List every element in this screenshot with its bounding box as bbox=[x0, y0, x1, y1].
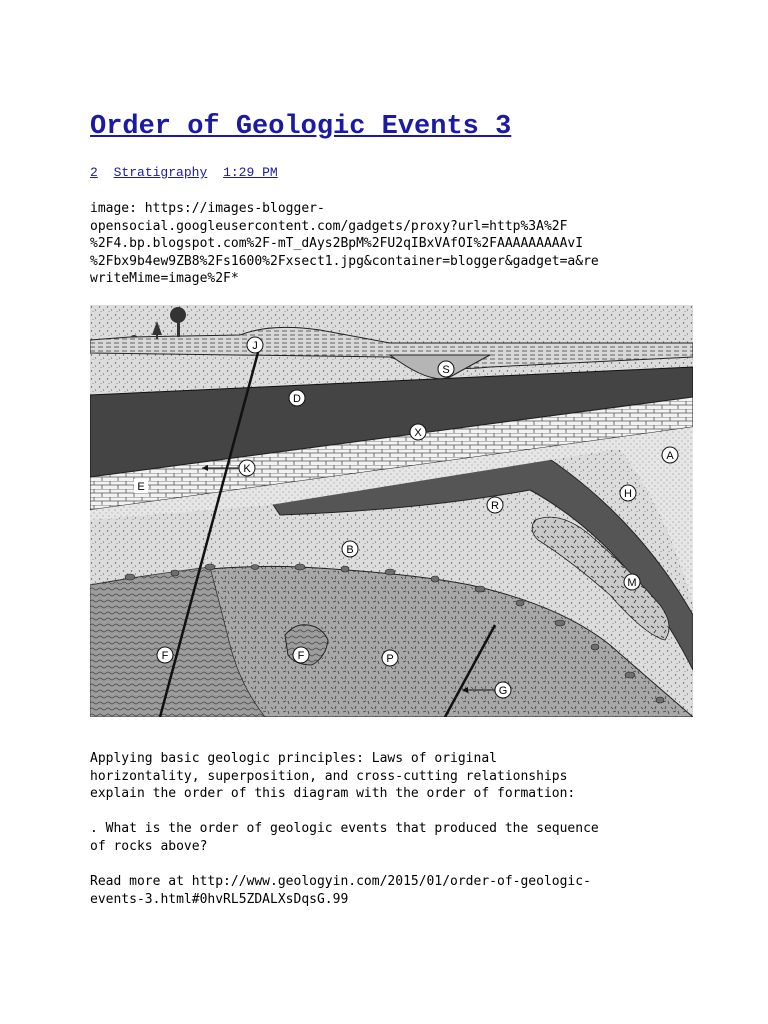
label-a bbox=[662, 447, 678, 463]
post-title[interactable]: Order of Geologic Events 3 bbox=[90, 112, 512, 142]
label-f-xenolith bbox=[293, 647, 309, 663]
svg-text:G: G bbox=[498, 685, 508, 697]
label-x bbox=[410, 424, 426, 440]
label-f-left bbox=[157, 647, 173, 663]
svg-text:D: D bbox=[293, 393, 301, 405]
label-e bbox=[134, 479, 148, 493]
label-h bbox=[620, 485, 636, 501]
paragraph-principles: Applying basic geologic principles: Laws of original horizontality, superposition, and cross-cutting relationships explain the order of this diagram with the order of formation: bbox=[90, 751, 576, 801]
label-s bbox=[438, 361, 454, 377]
svg-text:K: K bbox=[243, 463, 251, 475]
svg-text:J: J bbox=[252, 340, 258, 352]
paragraph-read-more: Read more at http://www.geologyin.com/2015/01/order-of-geologic- events-3.html#0hvRL5ZDALXsDqsG.99 bbox=[90, 874, 591, 907]
label-k bbox=[239, 460, 255, 476]
svg-text:H: H bbox=[624, 488, 632, 500]
image-caption: image: https://images-blogger- opensocial.googleusercontent.com/gadgets/proxy?url=http%3A%2F %2F4.bp.blogspot.com%2F-mT_dAys2BpM%2FU2qIBxVAfOI%2FAAAAAAAAAvI %2Fbx9b4ew9ZB8%2Fs1600%2Fxsect1.jpg&container=blogger&gadget=a&re writeMime=image%2F* bbox=[90, 201, 599, 286]
label-g bbox=[495, 682, 511, 698]
post-meta bbox=[90, 165, 278, 180]
geologic-cross-section-figure bbox=[90, 305, 693, 717]
svg-text:E: E bbox=[137, 481, 145, 493]
label-link[interactable]: Stratigraphy bbox=[113, 165, 208, 180]
paragraph-question: . What is the order of geologic events that produced the sequence of rocks above? bbox=[90, 821, 599, 854]
label-m bbox=[624, 574, 640, 590]
svg-text:F: F bbox=[161, 650, 169, 662]
svg-text:P: P bbox=[386, 653, 394, 665]
label-j bbox=[247, 337, 263, 353]
svg-text:M: M bbox=[627, 577, 637, 589]
time-link[interactable]: 1:29 PM bbox=[223, 165, 278, 180]
label-p bbox=[382, 650, 398, 666]
svg-text:R: R bbox=[491, 500, 499, 512]
svg-text:F: F bbox=[297, 650, 305, 662]
svg-text:S: S bbox=[442, 364, 450, 376]
svg-text:X: X bbox=[414, 427, 422, 439]
svg-text:A: A bbox=[666, 450, 674, 462]
label-d bbox=[289, 390, 305, 406]
label-r bbox=[487, 497, 503, 513]
label-b bbox=[342, 541, 358, 557]
svg-text:B: B bbox=[346, 544, 354, 556]
comments-link[interactable]: 2 bbox=[90, 165, 98, 180]
